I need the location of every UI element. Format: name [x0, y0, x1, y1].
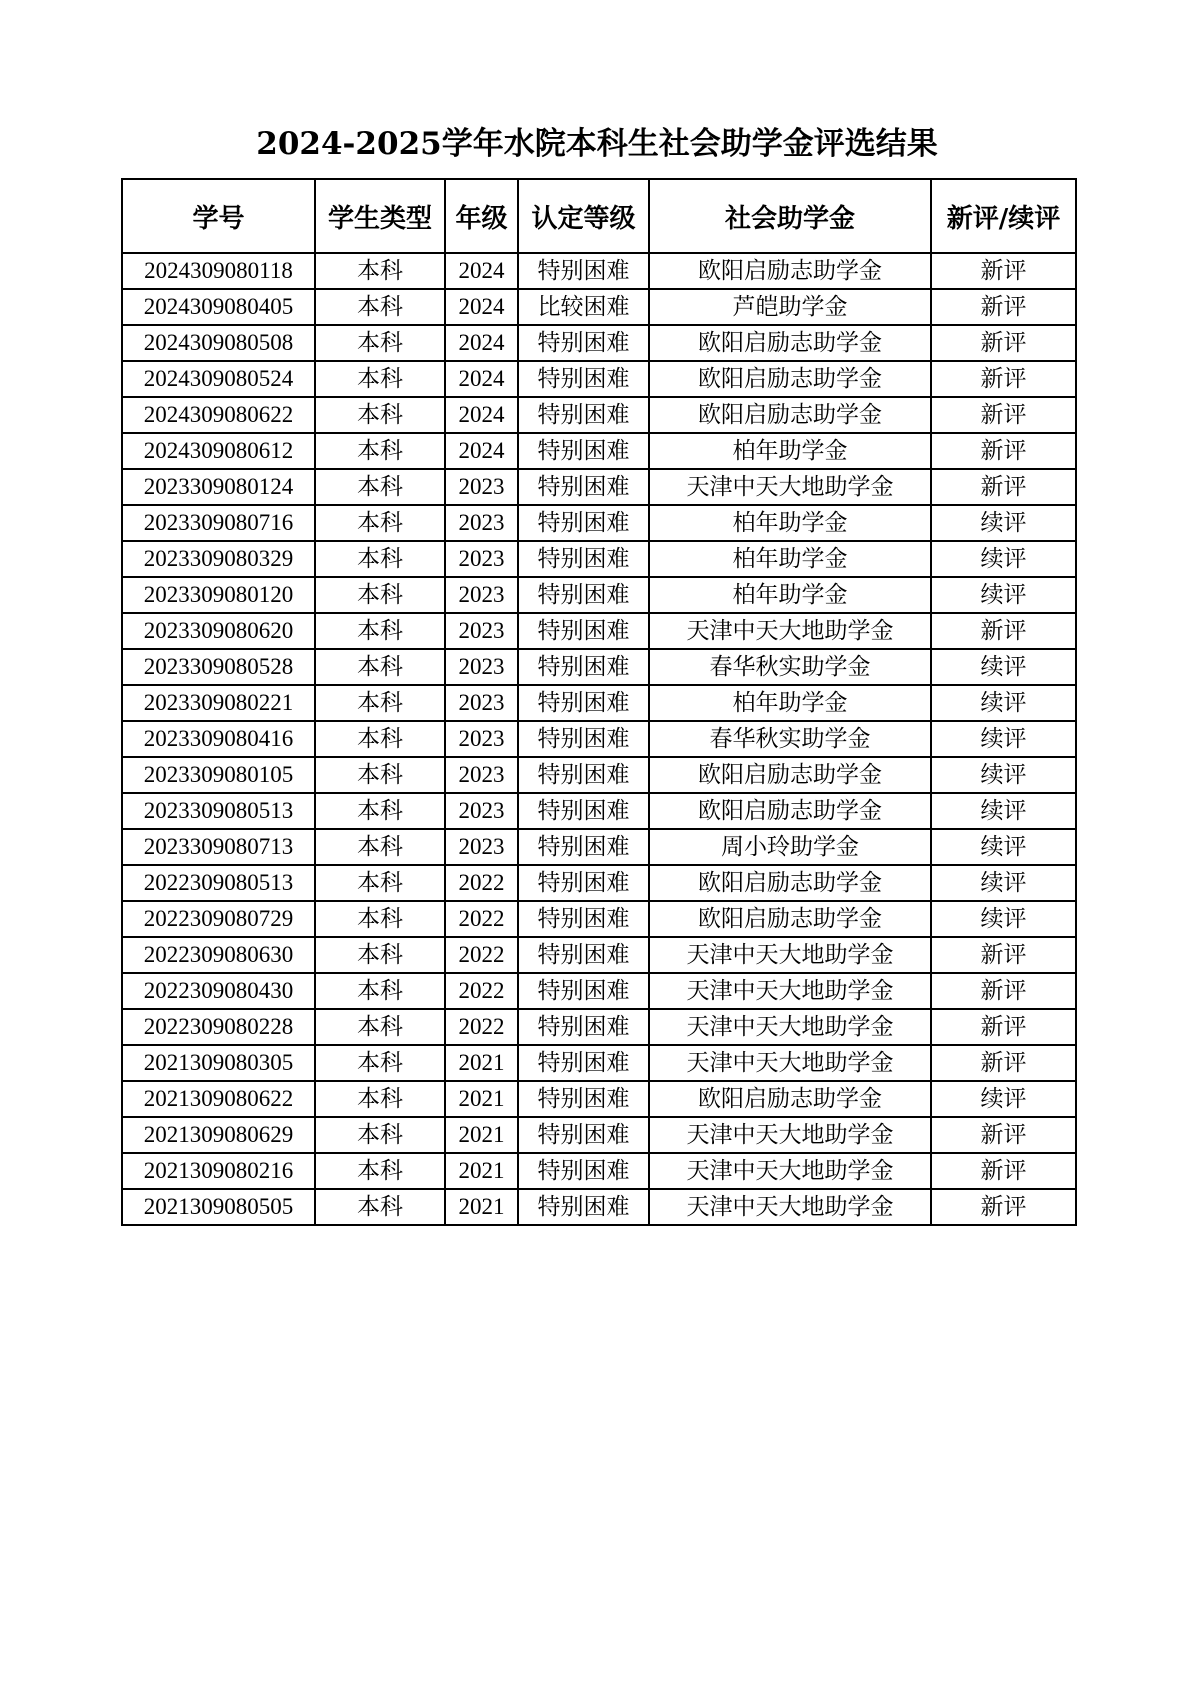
cell-hardship-level: 特别困难 — [518, 361, 649, 397]
table-row — [122, 1045, 1076, 1081]
cell-new-or-renewal: 续评 — [931, 865, 1076, 901]
cell-hardship-level: 特别困难 — [518, 757, 649, 793]
cell-student-type: 本科 — [315, 469, 445, 505]
cell-student-type: 本科 — [315, 757, 445, 793]
cell-new-or-renewal: 续评 — [931, 901, 1076, 937]
table-row — [122, 937, 1076, 973]
table-row — [122, 469, 1076, 505]
cell-new-or-renewal: 续评 — [931, 685, 1076, 721]
cell-new-or-renewal: 新评 — [931, 1189, 1076, 1225]
cell-student-type: 本科 — [315, 253, 445, 289]
header-hardship-level: 认定等级 — [518, 179, 649, 253]
cell-hardship-level: 特别困难 — [518, 1153, 649, 1189]
cell-scholarship: 天津中天大地助学金 — [649, 937, 931, 973]
cell-grade: 2024 — [445, 433, 518, 469]
cell-new-or-renewal: 续评 — [931, 793, 1076, 829]
cell-scholarship: 柏年助学金 — [649, 505, 931, 541]
cell-new-or-renewal: 新评 — [931, 253, 1076, 289]
table-row — [122, 541, 1076, 577]
table-row — [122, 1009, 1076, 1045]
cell-student-type: 本科 — [315, 721, 445, 757]
table-row — [122, 397, 1076, 433]
cell-student-type: 本科 — [315, 289, 445, 325]
cell-student-id: 2024309080612 — [122, 433, 315, 469]
cell-scholarship: 柏年助学金 — [649, 541, 931, 577]
cell-scholarship: 柏年助学金 — [649, 685, 931, 721]
cell-grade: 2022 — [445, 865, 518, 901]
cell-grade: 2023 — [445, 757, 518, 793]
cell-new-or-renewal: 新评 — [931, 325, 1076, 361]
cell-grade: 2024 — [445, 397, 518, 433]
table-row — [122, 757, 1076, 793]
cell-hardship-level: 特别困难 — [518, 505, 649, 541]
cell-student-id: 2021309080505 — [122, 1189, 315, 1225]
cell-hardship-level: 特别困难 — [518, 685, 649, 721]
table-row — [122, 1153, 1076, 1189]
cell-hardship-level: 特别困难 — [518, 1117, 649, 1153]
cell-student-type: 本科 — [315, 1045, 445, 1081]
cell-student-type: 本科 — [315, 649, 445, 685]
cell-student-id: 2024309080524 — [122, 361, 315, 397]
cell-new-or-renewal: 续评 — [931, 721, 1076, 757]
cell-grade: 2024 — [445, 289, 518, 325]
cell-student-id: 2023309080416 — [122, 721, 315, 757]
page-title: 2024-2025学年水院本科生社会助学金评选结果 — [256, 126, 938, 162]
cell-new-or-renewal: 新评 — [931, 469, 1076, 505]
cell-student-type: 本科 — [315, 901, 445, 937]
cell-new-or-renewal: 新评 — [931, 361, 1076, 397]
cell-student-id: 2022309080228 — [122, 1009, 315, 1045]
cell-student-type: 本科 — [315, 973, 445, 1009]
cell-new-or-renewal: 新评 — [931, 1045, 1076, 1081]
cell-student-type: 本科 — [315, 865, 445, 901]
cell-scholarship: 柏年助学金 — [649, 433, 931, 469]
header-grade: 年级 — [445, 179, 518, 253]
cell-student-id: 2024309080508 — [122, 325, 315, 361]
cell-student-type: 本科 — [315, 793, 445, 829]
cell-grade: 2022 — [445, 901, 518, 937]
cell-hardship-level: 特别困难 — [518, 901, 649, 937]
cell-grade: 2023 — [445, 649, 518, 685]
cell-grade: 2022 — [445, 1009, 518, 1045]
cell-scholarship: 欧阳启励志助学金 — [649, 1081, 931, 1117]
cell-grade: 2023 — [445, 505, 518, 541]
cell-new-or-renewal: 续评 — [931, 577, 1076, 613]
cell-student-id: 2022309080430 — [122, 973, 315, 1009]
cell-new-or-renewal: 续评 — [931, 757, 1076, 793]
cell-student-id: 2024309080405 — [122, 289, 315, 325]
cell-student-id: 2022309080729 — [122, 901, 315, 937]
cell-new-or-renewal: 新评 — [931, 1009, 1076, 1045]
cell-hardship-level: 特别困难 — [518, 1189, 649, 1225]
cell-scholarship: 欧阳启励志助学金 — [649, 397, 931, 433]
table-row — [122, 1189, 1076, 1225]
cell-scholarship: 欧阳启励志助学金 — [649, 901, 931, 937]
cell-grade: 2024 — [445, 253, 518, 289]
table-row — [122, 289, 1076, 325]
cell-student-id: 2021309080629 — [122, 1117, 315, 1153]
cell-student-type: 本科 — [315, 1081, 445, 1117]
cell-student-type: 本科 — [315, 1009, 445, 1045]
cell-scholarship: 芦皑助学金 — [649, 289, 931, 325]
cell-student-id: 2023309080124 — [122, 469, 315, 505]
cell-grade: 2023 — [445, 577, 518, 613]
cell-scholarship: 春华秋实助学金 — [649, 721, 931, 757]
table-row — [122, 793, 1076, 829]
cell-scholarship: 天津中天大地助学金 — [649, 1153, 931, 1189]
cell-grade: 2021 — [445, 1081, 518, 1117]
cell-scholarship: 欧阳启励志助学金 — [649, 793, 931, 829]
cell-new-or-renewal: 续评 — [931, 649, 1076, 685]
cell-hardship-level: 特别困难 — [518, 829, 649, 865]
table-header-row — [122, 179, 1076, 253]
cell-student-id: 2023309080620 — [122, 613, 315, 649]
cell-hardship-level: 比较困难 — [518, 289, 649, 325]
cell-student-type: 本科 — [315, 613, 445, 649]
cell-hardship-level: 特别困难 — [518, 613, 649, 649]
cell-grade: 2021 — [445, 1189, 518, 1225]
cell-hardship-level: 特别困难 — [518, 541, 649, 577]
cell-hardship-level: 特别困难 — [518, 577, 649, 613]
cell-new-or-renewal: 新评 — [931, 937, 1076, 973]
cell-hardship-level: 特别困难 — [518, 721, 649, 757]
table-row — [122, 1117, 1076, 1153]
cell-hardship-level: 特别困难 — [518, 973, 649, 1009]
header-student-id: 学号 — [122, 179, 315, 253]
table-row — [122, 433, 1076, 469]
cell-student-type: 本科 — [315, 1189, 445, 1225]
cell-student-id: 2024309080622 — [122, 397, 315, 433]
cell-hardship-level: 特别困难 — [518, 253, 649, 289]
cell-student-type: 本科 — [315, 685, 445, 721]
cell-hardship-level: 特别困难 — [518, 325, 649, 361]
cell-student-type: 本科 — [315, 397, 445, 433]
cell-student-id: 2022309080630 — [122, 937, 315, 973]
cell-grade: 2022 — [445, 973, 518, 1009]
header-new-or-renewal: 新评/续评 — [931, 179, 1076, 253]
cell-scholarship: 天津中天大地助学金 — [649, 1117, 931, 1153]
cell-grade: 2023 — [445, 469, 518, 505]
table-row — [122, 649, 1076, 685]
cell-student-type: 本科 — [315, 541, 445, 577]
cell-student-type: 本科 — [315, 577, 445, 613]
cell-new-or-renewal: 新评 — [931, 613, 1076, 649]
table-row — [122, 505, 1076, 541]
cell-student-id: 2023309080120 — [122, 577, 315, 613]
cell-student-type: 本科 — [315, 1153, 445, 1189]
cell-grade: 2021 — [445, 1045, 518, 1081]
cell-student-id: 2023309080716 — [122, 505, 315, 541]
cell-scholarship: 天津中天大地助学金 — [649, 1009, 931, 1045]
table-body — [122, 253, 1076, 1225]
cell-student-id: 2022309080513 — [122, 865, 315, 901]
cell-scholarship: 欧阳启励志助学金 — [649, 361, 931, 397]
cell-hardship-level: 特别困难 — [518, 793, 649, 829]
cell-student-id: 2021309080305 — [122, 1045, 315, 1081]
cell-new-or-renewal: 续评 — [931, 505, 1076, 541]
cell-scholarship: 欧阳启励志助学金 — [649, 253, 931, 289]
cell-new-or-renewal: 新评 — [931, 289, 1076, 325]
cell-scholarship: 天津中天大地助学金 — [649, 1045, 931, 1081]
cell-student-id: 2021309080216 — [122, 1153, 315, 1189]
cell-student-type: 本科 — [315, 1117, 445, 1153]
cell-scholarship: 春华秋实助学金 — [649, 649, 931, 685]
cell-scholarship: 天津中天大地助学金 — [649, 613, 931, 649]
cell-hardship-level: 特别困难 — [518, 937, 649, 973]
cell-student-type: 本科 — [315, 325, 445, 361]
cell-scholarship: 周小玲助学金 — [649, 829, 931, 865]
cell-hardship-level: 特别困难 — [518, 469, 649, 505]
cell-hardship-level: 特别困难 — [518, 397, 649, 433]
cell-student-id: 2024309080118 — [122, 253, 315, 289]
header-scholarship: 社会助学金 — [649, 179, 931, 253]
cell-scholarship: 柏年助学金 — [649, 577, 931, 613]
cell-new-or-renewal: 续评 — [931, 1081, 1076, 1117]
cell-student-id: 2023309080105 — [122, 757, 315, 793]
cell-student-type: 本科 — [315, 937, 445, 973]
cell-grade: 2024 — [445, 325, 518, 361]
cell-student-id: 2023309080329 — [122, 541, 315, 577]
cell-scholarship: 欧阳启励志助学金 — [649, 865, 931, 901]
cell-scholarship: 天津中天大地助学金 — [649, 973, 931, 1009]
cell-grade: 2023 — [445, 721, 518, 757]
cell-new-or-renewal: 续评 — [931, 829, 1076, 865]
table-row — [122, 901, 1076, 937]
cell-grade: 2023 — [445, 829, 518, 865]
cell-student-type: 本科 — [315, 361, 445, 397]
cell-hardship-level: 特别困难 — [518, 865, 649, 901]
cell-grade: 2021 — [445, 1117, 518, 1153]
cell-new-or-renewal: 新评 — [931, 397, 1076, 433]
cell-scholarship: 天津中天大地助学金 — [649, 469, 931, 505]
table-row — [122, 685, 1076, 721]
table-row — [122, 1081, 1076, 1117]
table-row — [122, 325, 1076, 361]
cell-new-or-renewal: 续评 — [931, 541, 1076, 577]
cell-scholarship: 天津中天大地助学金 — [649, 1189, 931, 1225]
cell-student-type: 本科 — [315, 433, 445, 469]
cell-new-or-renewal: 新评 — [931, 433, 1076, 469]
cell-scholarship: 欧阳启励志助学金 — [649, 325, 931, 361]
header-student-type: 学生类型 — [315, 179, 445, 253]
cell-student-id: 2023309080513 — [122, 793, 315, 829]
cell-hardship-level: 特别困难 — [518, 1009, 649, 1045]
cell-new-or-renewal: 新评 — [931, 1153, 1076, 1189]
cell-new-or-renewal: 新评 — [931, 973, 1076, 1009]
cell-hardship-level: 特别困难 — [518, 649, 649, 685]
cell-student-id: 2023309080528 — [122, 649, 315, 685]
cell-hardship-level: 特别困难 — [518, 1045, 649, 1081]
cell-scholarship: 欧阳启励志助学金 — [649, 757, 931, 793]
table-row — [122, 973, 1076, 1009]
cell-grade: 2022 — [445, 937, 518, 973]
cell-hardship-level: 特别困难 — [518, 433, 649, 469]
cell-student-id: 2023309080221 — [122, 685, 315, 721]
cell-new-or-renewal: 新评 — [931, 1117, 1076, 1153]
cell-grade: 2023 — [445, 613, 518, 649]
cell-student-type: 本科 — [315, 505, 445, 541]
table-row — [122, 253, 1076, 289]
cell-hardship-level: 特别困难 — [518, 1081, 649, 1117]
cell-student-id: 2023309080713 — [122, 829, 315, 865]
cell-grade: 2021 — [445, 1153, 518, 1189]
cell-grade: 2023 — [445, 793, 518, 829]
cell-grade: 2023 — [445, 685, 518, 721]
table-row — [122, 721, 1076, 757]
cell-grade: 2024 — [445, 361, 518, 397]
results-table — [121, 178, 1077, 1226]
table-row — [122, 361, 1076, 397]
cell-student-type: 本科 — [315, 829, 445, 865]
table-row — [122, 577, 1076, 613]
cell-grade: 2023 — [445, 541, 518, 577]
cell-student-id: 2021309080622 — [122, 1081, 315, 1117]
table-row — [122, 865, 1076, 901]
table-row — [122, 613, 1076, 649]
table-row — [122, 829, 1076, 865]
